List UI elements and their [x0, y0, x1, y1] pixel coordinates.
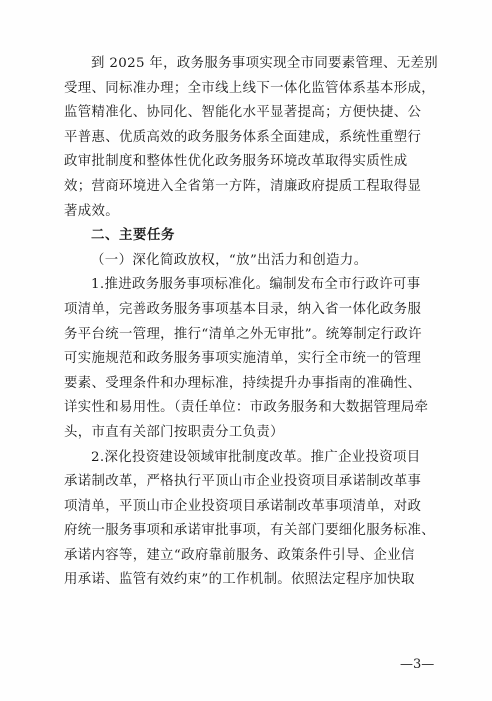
paragraph-item-1	[64, 273, 442, 445]
text-line: 平普惠、优质高效的政务服务体系全面建成，系统性重塑行	[64, 129, 422, 145]
text-line: 可实施规范和政务服务事项实施清单，实行全市统一的管理	[64, 351, 422, 367]
text-line: 项清单，平顶山市企业投资项目承诺制改革事项清单，对政	[64, 498, 422, 514]
text-line: 受理、同标准办理；全市线上线下一体化监管体系基本形成，	[64, 80, 435, 96]
heading-main-tasks: 二、主要任务	[91, 228, 175, 244]
text-line: 项清单，完善政务服务事项基本目录，纳入省一体化政务服	[64, 301, 422, 317]
text-line: 效；营商环境进入全省第一方阵，清廉政府提质工程取得显	[64, 178, 422, 194]
text-line: 承诺内容等，建立“政府靠前服务、政策条件引导、企业信	[64, 547, 415, 563]
section-subheading	[64, 249, 442, 274]
text-line: 用承诺、监管有效约束”的工作机制。依照法定程序加快取	[64, 572, 415, 588]
text-line: 详实性和易用性。（责任单位：市政务服务和大数据管理局牵	[64, 400, 429, 416]
paragraph-goals	[64, 52, 442, 224]
text-line: 1.推进政务服务事项标准化。编制发布全市行政许可事	[91, 277, 421, 293]
subheading-simplify-administration: （一）深化简政放权，“放”出活力和创造力。	[91, 252, 368, 268]
text-line: 监管精准化、协同化、智能化水平显著提高；方便快捷、公	[64, 105, 422, 121]
document-body	[64, 52, 442, 593]
text-line: 府统一服务事项和承诺审批事项，有关部门要细化服务标准、	[64, 523, 435, 539]
text-line: 2.深化投资建设领域审批制度改革。推广企业投资项目	[91, 449, 421, 465]
text-line: 政审批制度和整体性优化政务服务环境改革取得实质性成	[64, 154, 408, 170]
page-number: —3—	[400, 657, 435, 672]
text-line: 承诺制改革，严格执行平顶山市企业投资项目承诺制改革事	[64, 474, 422, 490]
text-line: 务平台统一管理，推行“清单之外无审批”。统筹制定行政许	[64, 326, 422, 342]
text-line: 著成效。	[64, 203, 119, 219]
text-line: 头，市直有关部门按职责分工负责）	[64, 424, 284, 440]
text-line: 要素、受理条件和办理标准，持续提升办事指南的准确性、	[64, 375, 422, 391]
section-heading	[64, 224, 442, 249]
paragraph-item-2	[64, 446, 442, 594]
text-line: 到 2025 年，政务服务事项实现全市同要素管理、无差别	[91, 56, 438, 71]
